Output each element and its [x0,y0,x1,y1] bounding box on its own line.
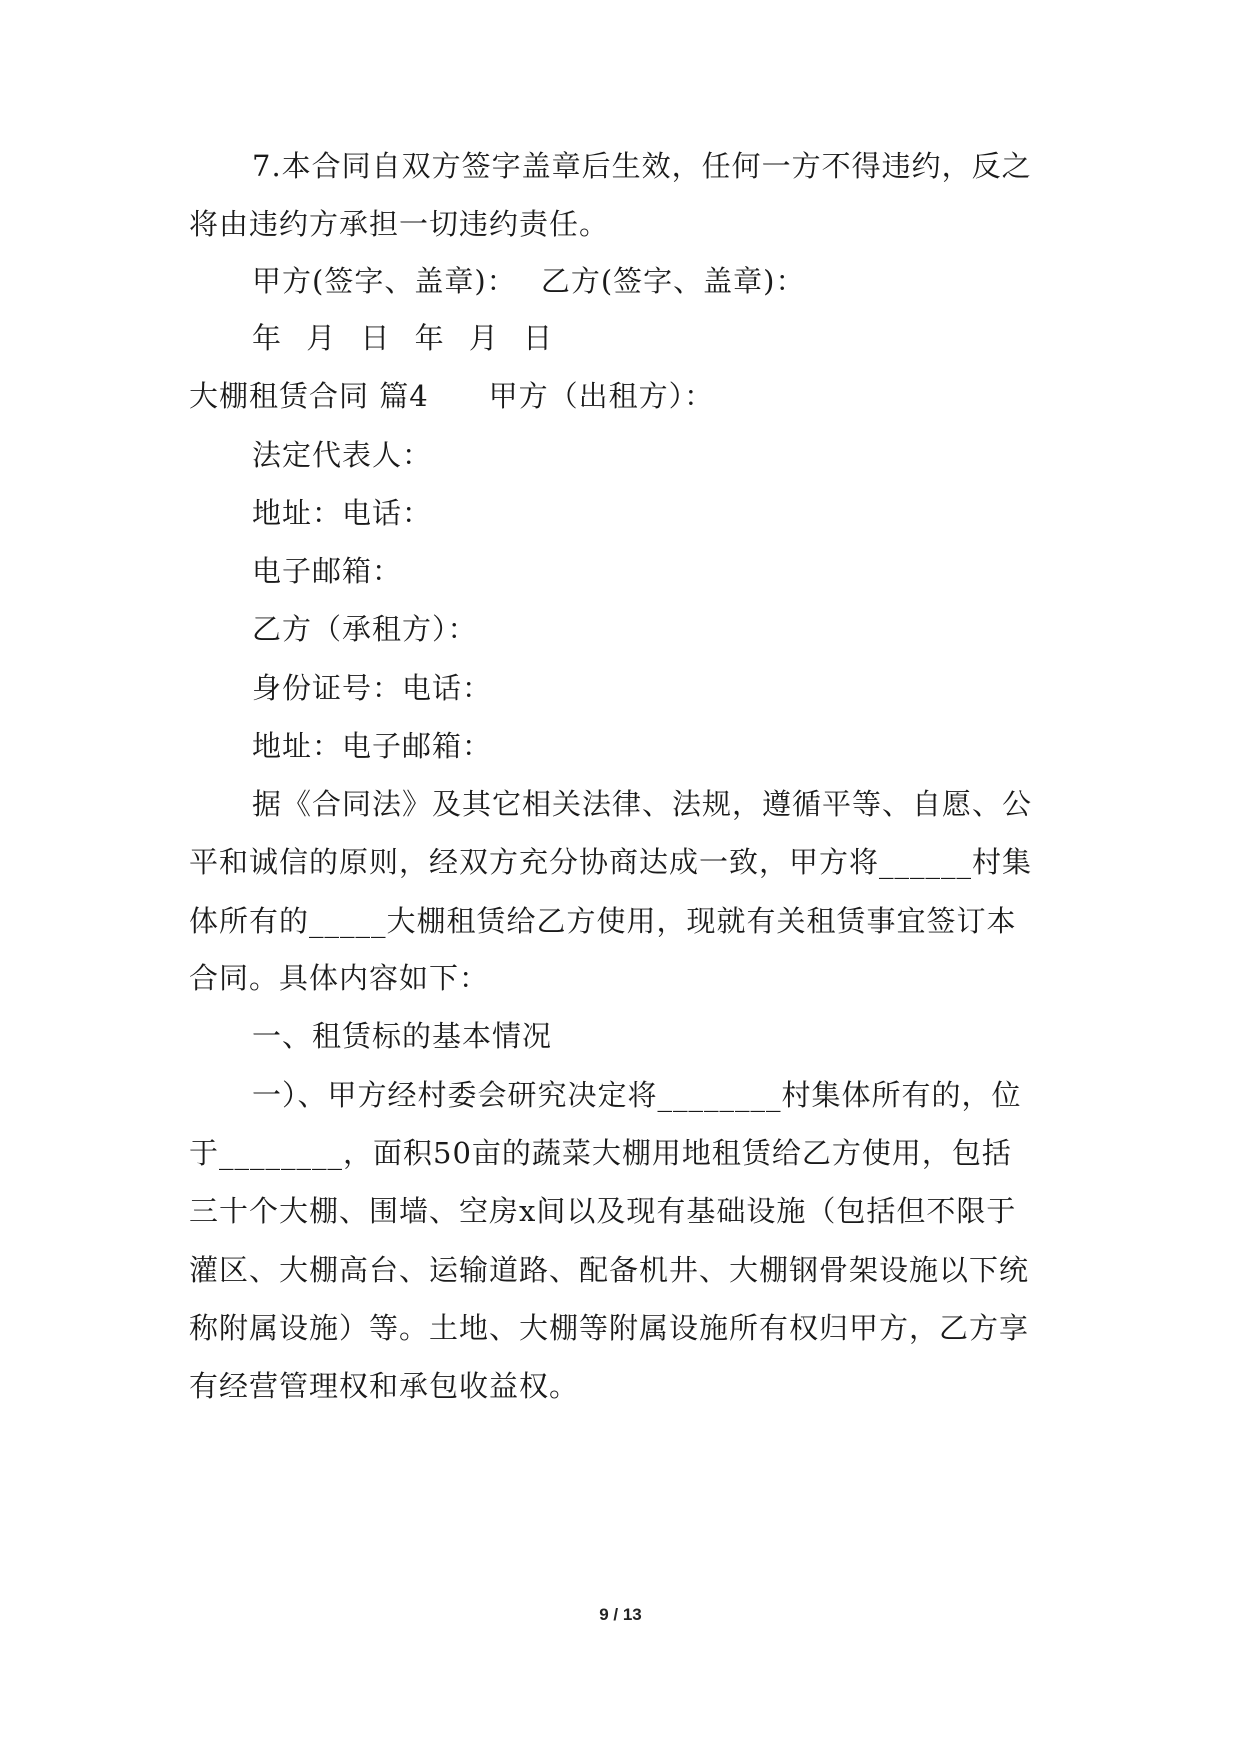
paragraph-line: 7.本合同自双方签字盖章后生效，任何一方不得违约，反之 [252,149,1032,183]
field-line: 乙方（承租方）： [252,612,478,646]
clause-heading: 一、租赁标的基本情况 [252,1019,553,1053]
paragraph-line: 将由违约方承担一切违约责任。 [189,207,610,241]
field-line: 地址：电话： [252,496,433,530]
paragraph-line: 一）、甲方经村委会研究决定将________村集体所有的，位 [252,1078,1022,1112]
paragraph-line: 平和诚信的原则，经双方充分协商达成一致，甲方将______村集 [189,845,1033,879]
field-line: 地址：电子邮箱： [252,729,493,763]
paragraph-line: 三十个大棚、围墙、空房x间以及现有基础设施（包括但不限于 [189,1194,1017,1228]
date-line: 年 月 日 年 月 日 [252,321,554,355]
paragraph-line: 体所有的_____大棚租赁给乙方使用，现就有关租赁事宜签订本 [189,904,1017,938]
section-heading: 大棚租赁合同 篇4 甲方（出租方）： [189,379,715,413]
paragraph-line: 于________，面积50亩的蔬菜大棚用地租赁给乙方使用，包括 [189,1136,1012,1170]
page-number: 9 / 13 [599,1605,642,1624]
field-line: 电子邮箱： [252,554,403,588]
field-line: 身份证号：电话： [252,671,493,705]
field-line: 法定代表人： [252,438,433,472]
paragraph-line: 合同。具体内容如下： [189,961,490,995]
signature-line: 甲方(签字、盖章)： 乙方(签字、盖章)： [252,264,806,298]
paragraph-line: 灌区、大棚高台、运输道路、配备机井、大棚钢骨架设施以下统 [189,1253,1030,1287]
paragraph-line: 据《合同法》及其它相关法律、法规，遵循平等、自愿、公 [252,787,1033,821]
paragraph-line: 称附属设施）等。土地、大棚等附属设施所有权归甲方，乙方享 [189,1311,1030,1345]
paragraph-line: 有经营管理权和承包收益权。 [189,1369,580,1403]
